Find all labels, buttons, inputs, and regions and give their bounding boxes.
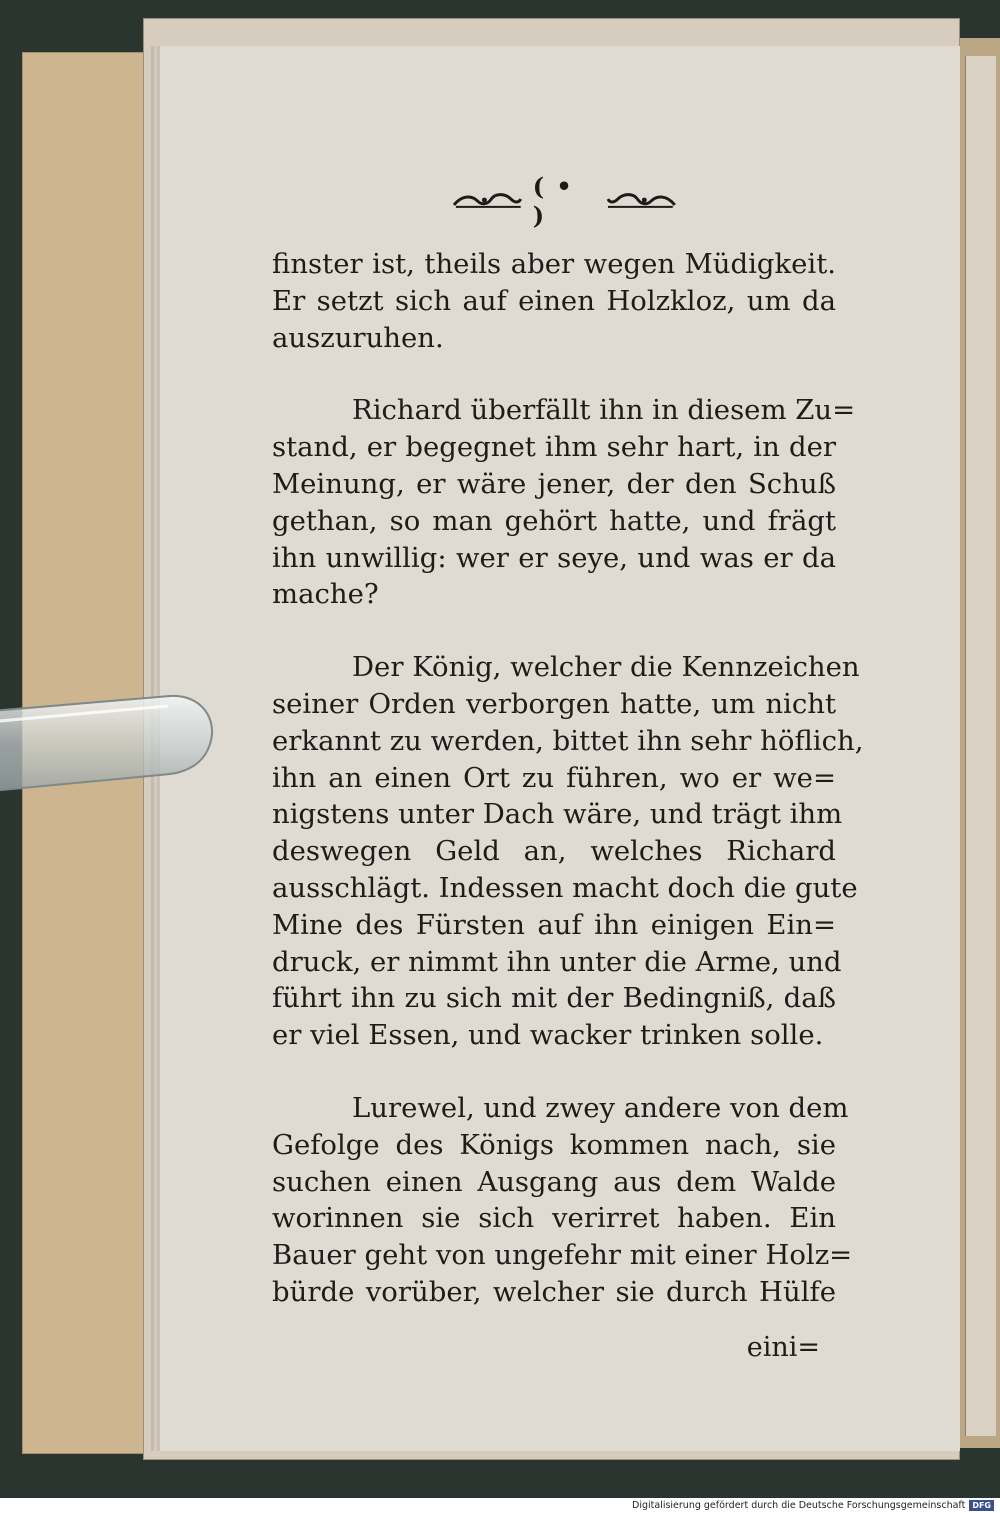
text-line: stand, er begegnet ihm sehr hart, in der [272, 431, 836, 464]
text-line: suchen einen Ausgang aus dem Walde [272, 1165, 836, 1198]
text-line: erkannt zu werden, bittet ihn sehr höflich, [272, 724, 864, 757]
right-ornament-icon [606, 191, 677, 211]
text-line: Meinung, er wäre jener, der den Schuß [272, 467, 836, 500]
paragraph-3 [272, 649, 864, 1054]
text-line: auszuruhen. [272, 321, 444, 354]
text-line: bürde vorüber, welcher sie durch Hülfe [272, 1275, 836, 1308]
catchword: eini= [746, 1332, 820, 1363]
text-line: Bauer geht von ungefehr mit einer Holz= [272, 1239, 853, 1272]
text-line: Der König, welcher die Kennzeichen [352, 651, 860, 684]
text-line: Gefolge des Königs kommen nach, sie [272, 1128, 836, 1161]
text-line: ihn unwillig: wer er seye, und was er da [272, 541, 836, 574]
page-header [452, 172, 677, 230]
right-backing [955, 38, 1000, 1448]
text-line: seiner Orden verborgen hatte, um nicht [272, 687, 836, 720]
text-line: druck, er nimmt ihn unter die Arme, und [272, 945, 842, 978]
body-text [272, 246, 864, 1311]
text-line: finster ist, theils aber wegen Müdigkeit. [272, 248, 836, 280]
text-line: er viel Essen, und wacker trinken solle. [272, 1019, 824, 1052]
left-ornament-icon [452, 191, 523, 211]
adjacent-page-edge [965, 56, 996, 1436]
text-line: ausschlägt. Indessen macht doch die gute [272, 871, 858, 904]
paragraph-2 [272, 392, 856, 613]
text-line: gethan, so man gehört hatte, und frägt [272, 504, 836, 537]
text-line: deswegen Geld an, welches Richard [272, 835, 836, 868]
text-line: Er setzt sich auf einen Holzkloz, um da [272, 284, 836, 317]
dfg-logo-icon: DFG [969, 1500, 994, 1511]
text-line: Mine des Fürsten auf ihn einigen Ein= [272, 908, 836, 941]
paragraph-1 [272, 246, 836, 356]
paragraph-4 [272, 1090, 853, 1311]
text-line: Richard überfällt ihn in diesem Zu= [352, 394, 856, 427]
text-line: führt ihn zu sich mit der Bedingniß, daß [272, 982, 836, 1015]
footer-bar [0, 1498, 1000, 1513]
text-line: ihn an einen Ort zu führen, wo er we= [272, 761, 836, 794]
glass-clip [0, 688, 225, 793]
text-line: mache? [272, 578, 379, 611]
text-line: Lurewel, und zwey andere von dem [352, 1091, 849, 1124]
page-number: ( • ) [532, 172, 574, 230]
footer-credit: Digitalisierung gefördert durch die Deutsche Forschungsgemeinschaft [632, 1500, 966, 1511]
text-line: nigstens unter Dach wäre, und trägt ihm [272, 798, 843, 831]
text-line: worinnen sie sich verirret haben. Ein [272, 1202, 836, 1235]
